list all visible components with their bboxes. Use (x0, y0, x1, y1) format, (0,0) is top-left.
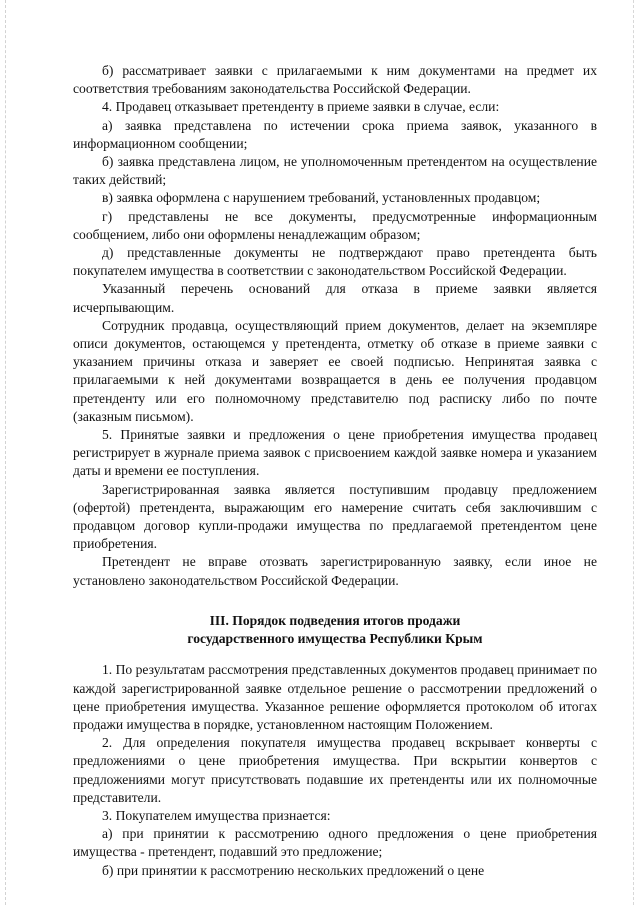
paragraph-1b-review: б) рассматривает заявки с прилагаемыми к ним документами на предмет их соответствия требованиям законодательства Российской Федерации. (73, 63, 597, 97)
paragraph-s3-3b: б) при принятии к рассмотрению нескольких предложений о цене (102, 862, 485, 878)
paragraph-5-registration: 5. Принятые заявки и предложения о цене приобретения имущества продавец регистрирует в журнале приема заявок с присвоением каждой заявке номера и указанием даты и времени ее поступления. (73, 427, 597, 479)
scan-edge-right (633, 0, 634, 905)
paragraph-4v: в) заявка оформлена с нарушением требований, установленных продавцом; (102, 190, 541, 206)
paragraph-4g: г) представлены не все документы, предусмотренные информационным сообщением, либо они оформлены ненадлежащим образом; (73, 208, 597, 242)
section-heading-line-1: III. Порядок подведения итогов продажи (209, 612, 461, 628)
paragraph-s3-3a: а) при принятии к рассмотрению одного предложения о цене приобретения имущества - претендент, подавший это предложение; (73, 826, 597, 860)
document-page (73, 62, 597, 880)
section-heading (73, 612, 597, 648)
scan-edge-left (5, 0, 6, 905)
paragraph-employee: Сотрудник продавца, осуществляющий прием документов, делает на экземпляре описи документов, остающемся у претендента, отметку об отказе в приеме заявки с указанием причины отказа и заверяет ее своей подписью. Непринятая заявка с прилагаемыми к ней документами возвращается в день ее получения продавцом претенденту или его полномочному представителю под расписку либо по почте (заказным письмом). (73, 317, 597, 424)
paragraph-no-withdrawal: Претендент не вправе отозвать зарегистрированную заявку, если иное не установлено законодательством Российской Федерации. (73, 554, 597, 588)
paragraph-exhaustive: Указанный перечень оснований для отказа в приеме заявки является исчерпывающим. (73, 281, 597, 315)
paragraph-s3-1: 1. По результатам рассмотрения представленных документов продавец принимает по каждой зарегистрированной заявке отдельное решение о рассмотрении предложений о цене приобретения имущества. Указанное решение оформляется протоколом об итогах продажи имущества в порядке, установленном настоящим Положением. (73, 662, 597, 732)
paragraph-4b: б) заявка представлена лицом, не уполномоченным претендентом на осуществление таких действий; (73, 154, 597, 188)
paragraph-s3-2: 2. Для определения покупателя имущества продавец вскрывает конверты с предложениями о цене приобретения имущества. При вскрытии конвертов с предложениями могут присутствовать подавшие их претенденты или их полномочные представители. (73, 735, 597, 805)
paragraph-s3-3: 3. Покупателем имущества признается: (102, 807, 331, 823)
paragraph-4a: а) заявка представлена по истечении срока приема заявок, указанного в информационном сообщении; (73, 117, 597, 151)
paragraph-offer: Зарегистрированная заявка является поступившим продавцу предложением (офертой) претендента, выражающим его намерение считать себя заключившим с продавцом договор купли-продажи имущества по предлагаемой претендентом цене приобретения. (73, 481, 597, 552)
paragraph-4d: д) представленные документы не подтверждают право претендента быть покупателем имущества в соответствии с законодательством Российской Федерации. (73, 245, 597, 279)
section-heading-line-2: государственного имущества Республики Крым (187, 631, 483, 647)
paragraph-4-refusal: 4. Продавец отказывает претенденту в приеме заявки в случае, если: (102, 99, 500, 115)
